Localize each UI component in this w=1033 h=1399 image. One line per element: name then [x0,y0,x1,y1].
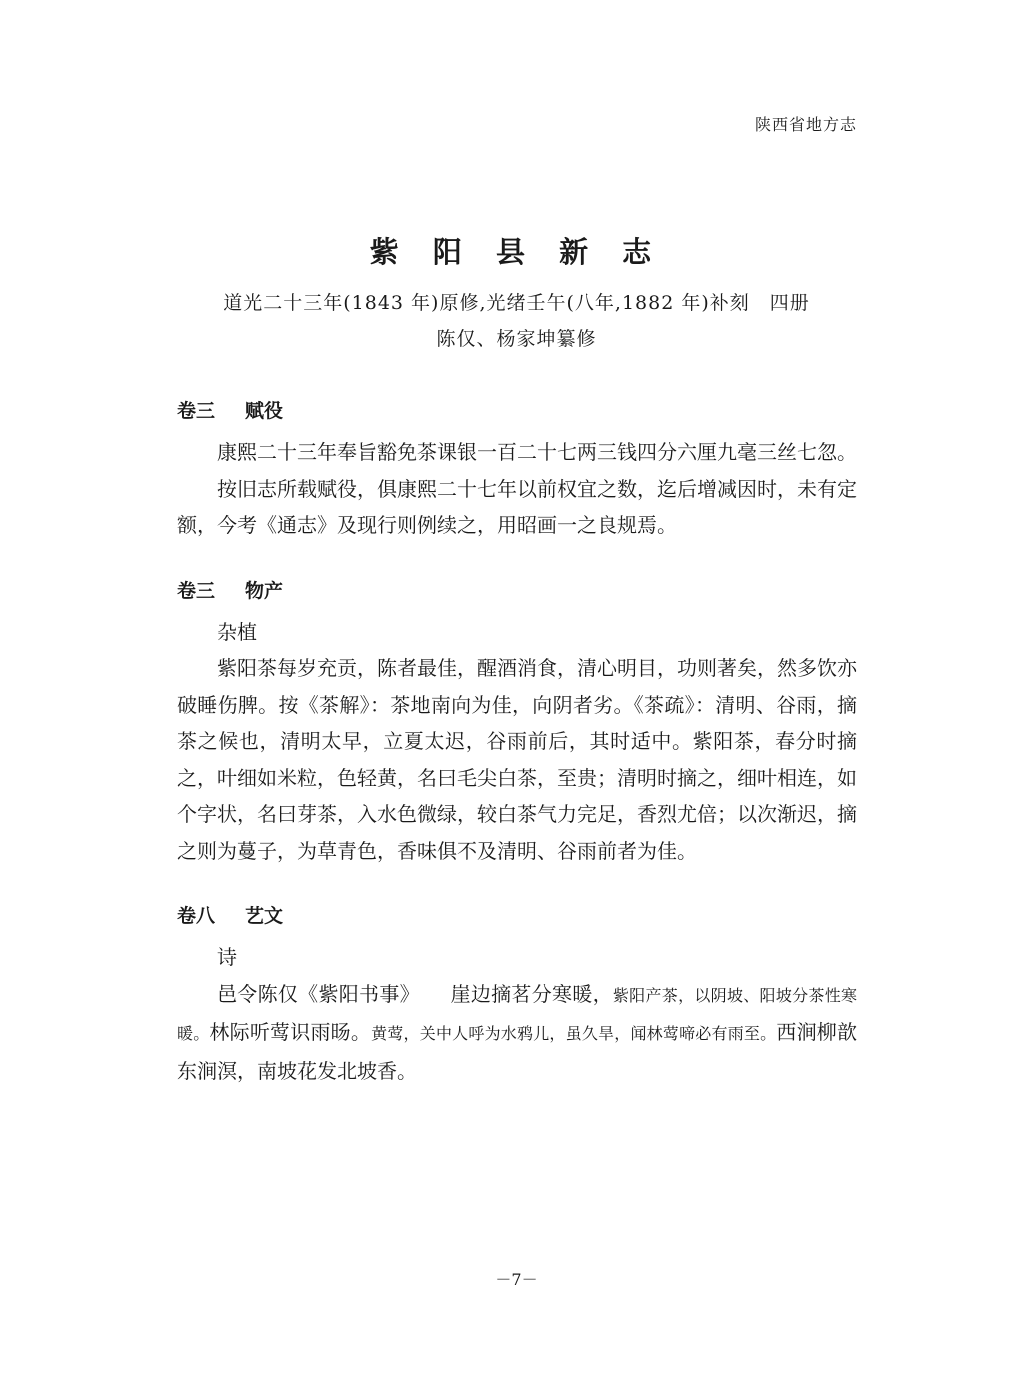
poem-line: 崖边摘茗分寒暖， [450,981,613,1006]
section-name: 艺文 [245,905,284,927]
poem-line: 林际听莺识雨旸。 [209,1020,372,1044]
poem-line: 西涧柳歆东涧溟，南坡花发北坡香。 [177,1020,857,1083]
page-header-label: 陕西省地方志 [754,115,857,134]
section-name: 赋役 [245,400,284,422]
section-heading [177,899,857,933]
section-volume: 卷三 [177,579,216,602]
section-wuchan [177,574,857,870]
section-fuyi [177,394,857,544]
subsection-label: 诗 [217,945,237,969]
subtitle-edition: 道光二十三年(1843 年)原修,光绪壬午(八年,1882 年)补刻 四册 [223,292,810,314]
poem-annotation: 紫阳产茶，以阴坡、阳坡分茶性寒暖。 [177,985,858,1043]
section-heading [177,574,857,608]
subtitle-editors: 陈仅、杨家坤纂修 [436,328,597,350]
paragraph: 按旧志所载赋役，俱康熙二十七年以前权宜之数，迄后增减因时，未有定额，今考《通志》及现行则例续之，用昭画一之良规焉。 [177,476,857,537]
section-yiwen [177,899,857,1089]
paragraph: 康熙二十三年奉旨豁免茶课银一百二十七两三钱四分六厘九毫三丝七忽。 [217,440,857,464]
page-number: －7－ [495,1270,538,1289]
section-name: 物产 [245,579,284,602]
document-body [177,394,857,1089]
poem-annotation: 黄莺，关中人呼为水鸦儿，虽久旱，闻林莺啼必有雨至。 [371,1024,777,1043]
page-title: 紫 阳 县 新 志 [369,235,664,269]
section-heading [177,394,857,428]
poem-lead: 邑令陈仅《紫阳书事》 [217,981,410,1006]
poem-paragraph [177,976,857,1090]
section-volume: 卷三 [177,400,216,422]
section-volume: 卷八 [177,905,216,927]
subsection-label: 杂植 [217,619,257,644]
paragraph: 紫阳茶每岁充贡，陈者最佳，醒酒消食，清心明目，功则著矣，然多饮亦破睡伤脾。按《茶解》：茶地南向为佳，向阴者劣。《茶疏》：清明、谷雨，摘茶之候也，清明太早，立夏太迟，谷雨前后，其时适中。紫阳茶，春分时摘之，叶细如米粒，色轻黄，名曰毛尖白茶，至贵；清明时摘之，细叶相连，如个字状，名曰芽茶，入水色微绿，较白茶气力完足，香烈尤倍；以次渐迟，摘之则为蔓子，为草青色，香味俱不及清明、谷雨前者为佳。 [177,656,857,863]
